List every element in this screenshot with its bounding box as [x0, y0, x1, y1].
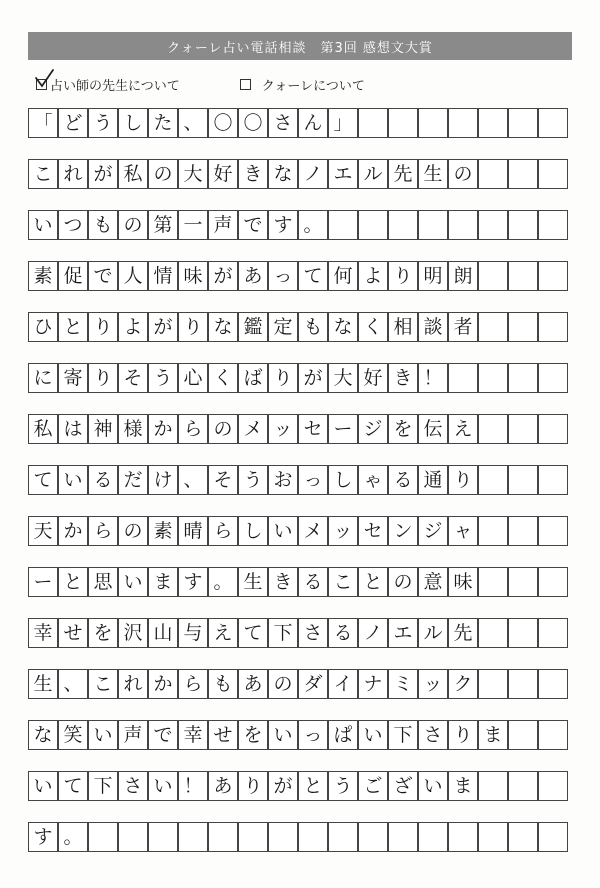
grid-cell: を: [238, 720, 268, 750]
grid-cell: の: [118, 210, 148, 240]
grid-cell: [88, 822, 118, 852]
grid-cell: [478, 822, 508, 852]
checkbox-cuore[interactable]: [240, 79, 251, 90]
manuscript-line: [28, 771, 568, 815]
grid-cell: [358, 822, 388, 852]
grid-cell: 」: [328, 108, 358, 138]
grid-cell: ま: [448, 771, 478, 801]
grid-cell: り: [88, 312, 118, 342]
grid-cell: よ: [118, 312, 148, 342]
grid-cell: い: [418, 771, 448, 801]
manuscript-line: [28, 261, 568, 305]
grid-cell: [448, 363, 478, 393]
grid-cell: つ: [58, 210, 88, 240]
grid-cell: て: [298, 261, 328, 291]
grid-cell: [388, 822, 418, 852]
grid-cell: [508, 618, 538, 648]
grid-cell: ジ: [418, 516, 448, 546]
grid-cell: [478, 618, 508, 648]
grid-cell: 天: [28, 516, 58, 546]
grid-cell: ぱ: [328, 720, 358, 750]
grid-cell: [478, 669, 508, 699]
grid-cell: り: [178, 312, 208, 342]
grid-cell: 味: [178, 261, 208, 291]
grid-cell: き: [238, 159, 268, 189]
grid-cell: 先: [388, 159, 418, 189]
grid-cell: 思: [88, 567, 118, 597]
grid-cell: 沢: [118, 618, 148, 648]
grid-cell: あ: [238, 669, 268, 699]
manuscript-line: [28, 516, 568, 560]
grid-cell: 〇: [208, 108, 238, 138]
grid-cell: 何: [328, 261, 358, 291]
grid-cell: あ: [208, 771, 238, 801]
grid-cell: 声: [208, 210, 238, 240]
option-cuore[interactable]: [240, 75, 365, 94]
checkmark-icon: [33, 68, 55, 90]
grid-cell: [448, 210, 478, 240]
grid-cell: エ: [328, 159, 358, 189]
grid-cell: う: [148, 363, 178, 393]
grid-cell: [508, 669, 538, 699]
grid-cell: て: [58, 771, 88, 801]
grid-cell: ！: [178, 771, 208, 801]
grid-cell: て: [238, 618, 268, 648]
grid-cell: 、: [178, 465, 208, 495]
grid-cell: [418, 108, 448, 138]
grid-cell: [538, 465, 568, 495]
grid-cell: 鑑: [238, 312, 268, 342]
grid-cell: 通: [418, 465, 448, 495]
grid-cell: そ: [118, 363, 148, 393]
grid-cell: ば: [238, 363, 268, 393]
grid-cell: い: [268, 720, 298, 750]
grid-cell: と: [298, 771, 328, 801]
grid-cell: [268, 822, 298, 852]
grid-cell: 情: [148, 261, 178, 291]
grid-cell: そ: [208, 465, 238, 495]
grid-cell: が: [88, 159, 118, 189]
grid-cell: く: [358, 312, 388, 342]
grid-cell: い: [148, 771, 178, 801]
grid-cell: 定: [268, 312, 298, 342]
grid-cell: 笑: [58, 720, 88, 750]
grid-cell: [508, 312, 538, 342]
grid-cell: [148, 822, 178, 852]
grid-cell: う: [328, 771, 358, 801]
grid-cell: [538, 516, 568, 546]
grid-cell: [418, 822, 448, 852]
grid-cell: の: [448, 159, 478, 189]
grid-cell: の: [118, 516, 148, 546]
grid-cell: お: [268, 465, 298, 495]
grid-cell: 生: [418, 159, 448, 189]
grid-cell: い: [268, 516, 298, 546]
grid-cell: [538, 108, 568, 138]
grid-cell: [478, 108, 508, 138]
grid-cell: の: [148, 159, 178, 189]
grid-cell: 寄: [58, 363, 88, 393]
grid-cell: が: [268, 771, 298, 801]
grid-cell: 下: [388, 720, 418, 750]
grid-cell: い: [58, 465, 88, 495]
grid-cell: [478, 465, 508, 495]
grid-cell: ご: [358, 771, 388, 801]
grid-cell: 者: [448, 312, 478, 342]
grid-cell: 大: [328, 363, 358, 393]
grid-cell: と: [58, 312, 88, 342]
grid-cell: [298, 822, 328, 852]
grid-cell: い: [118, 567, 148, 597]
grid-cell: 朗: [448, 261, 478, 291]
grid-cell: り: [448, 465, 478, 495]
grid-cell: [508, 261, 538, 291]
grid-cell: あ: [238, 261, 268, 291]
grid-cell: エ: [388, 618, 418, 648]
grid-cell: り: [388, 261, 418, 291]
grid-cell: も: [298, 312, 328, 342]
grid-cell: ミ: [388, 669, 418, 699]
grid-cell: せ: [208, 720, 238, 750]
manuscript-line: [28, 414, 568, 458]
manuscript-line: [28, 567, 568, 611]
option-cuore-label: クォーレについて: [261, 78, 365, 94]
grid-cell: [478, 363, 508, 393]
category-options: [36, 72, 576, 96]
grid-cell: い: [358, 720, 388, 750]
grid-cell: [508, 516, 538, 546]
grid-cell: る: [328, 618, 358, 648]
grid-cell: ル: [358, 159, 388, 189]
grid-cell: て: [28, 465, 58, 495]
grid-cell: [508, 414, 538, 444]
grid-cell: 「: [28, 108, 58, 138]
grid-cell: の: [208, 414, 238, 444]
grid-cell: だ: [118, 465, 148, 495]
grid-cell: 相: [388, 312, 418, 342]
manuscript-line: [28, 720, 568, 764]
grid-cell: [328, 210, 358, 240]
grid-cell: [538, 567, 568, 597]
grid-cell: な: [208, 312, 238, 342]
grid-cell: [448, 108, 478, 138]
grid-cell: [538, 720, 568, 750]
grid-cell: な: [328, 312, 358, 342]
grid-cell: [478, 261, 508, 291]
grid-cell: く: [208, 363, 238, 393]
grid-cell: [508, 210, 538, 240]
grid-cell: っ: [298, 465, 328, 495]
manuscript-line: [28, 822, 568, 866]
grid-cell: [508, 720, 538, 750]
grid-cell: を: [88, 618, 118, 648]
header-bar: [28, 32, 572, 60]
grid-cell: り: [268, 363, 298, 393]
grid-cell: [508, 108, 538, 138]
grid-cell: [478, 159, 508, 189]
grid-cell: よ: [358, 261, 388, 291]
grid-cell: で: [88, 261, 118, 291]
grid-cell: 先: [448, 618, 478, 648]
grid-cell: 好: [208, 159, 238, 189]
manuscript-line: [28, 465, 568, 509]
grid-cell: る: [88, 465, 118, 495]
grid-cell: [418, 210, 448, 240]
grid-cell: [358, 108, 388, 138]
manuscript-line: [28, 312, 568, 356]
grid-cell: こ: [328, 567, 358, 597]
grid-cell: [508, 567, 538, 597]
grid-cell: さ: [298, 618, 328, 648]
grid-cell: [208, 822, 238, 852]
grid-cell: た: [148, 108, 178, 138]
grid-cell: [358, 210, 388, 240]
grid-cell: [538, 363, 568, 393]
grid-cell: を: [388, 414, 418, 444]
grid-cell: か: [148, 669, 178, 699]
grid-cell: ャ: [448, 516, 478, 546]
grid-cell: 生: [28, 669, 58, 699]
grid-cell: [388, 108, 418, 138]
grid-cell: で: [148, 720, 178, 750]
grid-cell: ッ: [418, 669, 448, 699]
grid-cell: [478, 516, 508, 546]
grid-cell: [538, 210, 568, 240]
grid-cell: ま: [478, 720, 508, 750]
manuscript-line: [28, 618, 568, 662]
grid-cell: 声: [118, 720, 148, 750]
grid-cell: [478, 414, 508, 444]
grid-cell: し: [328, 465, 358, 495]
grid-cell: さ: [118, 771, 148, 801]
grid-cell: 伝: [418, 414, 448, 444]
grid-cell: ま: [148, 567, 178, 597]
grid-cell: 私: [28, 414, 58, 444]
grid-cell: ッ: [328, 516, 358, 546]
grid-cell: 。: [58, 822, 88, 852]
grid-cell: う: [238, 465, 268, 495]
grid-cell: [478, 567, 508, 597]
grid-cell: が: [148, 312, 178, 342]
grid-cell: ら: [178, 414, 208, 444]
grid-cell: 晴: [178, 516, 208, 546]
grid-cell: え: [208, 618, 238, 648]
manuscript-line: [28, 669, 568, 713]
option-teacher[interactable]: [36, 75, 180, 94]
grid-cell: い: [88, 720, 118, 750]
grid-cell: 一: [178, 210, 208, 240]
grid-cell: 人: [118, 261, 148, 291]
grid-cell: ひ: [28, 312, 58, 342]
grid-cell: 好: [358, 363, 388, 393]
grid-cell: っ: [268, 261, 298, 291]
grid-cell: の: [268, 669, 298, 699]
grid-cell: ジ: [358, 414, 388, 444]
grid-cell: 心: [178, 363, 208, 393]
grid-cell: 下: [88, 771, 118, 801]
grid-cell: イ: [328, 669, 358, 699]
grid-cell: 〇: [238, 108, 268, 138]
grid-cell: ど: [58, 108, 88, 138]
grid-cell: ッ: [268, 414, 298, 444]
grid-cell: 、: [58, 669, 88, 699]
grid-cell: す: [268, 210, 298, 240]
grid-cell: が: [298, 363, 328, 393]
grid-cell: 私: [118, 159, 148, 189]
grid-cell: に: [28, 363, 58, 393]
grid-cell: し: [118, 108, 148, 138]
grid-cell: 意: [418, 567, 448, 597]
grid-cell: な: [28, 720, 58, 750]
grid-cell: ら: [178, 669, 208, 699]
grid-cell: る: [298, 567, 328, 597]
grid-cell: [448, 822, 478, 852]
grid-cell: ざ: [388, 771, 418, 801]
grid-cell: 明: [418, 261, 448, 291]
grid-cell: [238, 822, 268, 852]
grid-cell: い: [28, 210, 58, 240]
grid-cell: [508, 465, 538, 495]
grid-cell: [178, 822, 208, 852]
grid-cell: [538, 414, 568, 444]
grid-cell: ノ: [298, 159, 328, 189]
grid-cell: ら: [208, 516, 238, 546]
checkbox-teacher[interactable]: [36, 79, 47, 90]
grid-cell: 下: [268, 618, 298, 648]
manuscript-line: [28, 363, 568, 407]
grid-cell: り: [238, 771, 268, 801]
grid-cell: ん: [298, 108, 328, 138]
grid-cell: 促: [58, 261, 88, 291]
grid-cell: [538, 261, 568, 291]
grid-cell: ン: [388, 516, 418, 546]
grid-cell: れ: [118, 669, 148, 699]
grid-cell: [538, 822, 568, 852]
grid-cell: セ: [298, 414, 328, 444]
manuscript-line: [28, 159, 568, 203]
grid-cell: る: [388, 465, 418, 495]
grid-cell: ル: [418, 618, 448, 648]
grid-cell: [118, 822, 148, 852]
grid-cell: か: [148, 414, 178, 444]
grid-cell: [538, 312, 568, 342]
grid-cell: ー: [328, 414, 358, 444]
grid-cell: [538, 159, 568, 189]
grid-cell: 幸: [178, 720, 208, 750]
manuscript-line: [28, 108, 568, 152]
grid-cell: [508, 822, 538, 852]
grid-cell: 神: [88, 414, 118, 444]
grid-cell: も: [208, 669, 238, 699]
grid-cell: ノ: [358, 618, 388, 648]
grid-cell: こ: [88, 669, 118, 699]
grid-cell: き: [388, 363, 418, 393]
grid-cell: 大: [178, 159, 208, 189]
grid-cell: ！: [418, 363, 448, 393]
grid-cell: い: [28, 771, 58, 801]
grid-cell: 味: [448, 567, 478, 597]
grid-cell: か: [58, 516, 88, 546]
grid-cell: と: [358, 567, 388, 597]
grid-cell: 素: [148, 516, 178, 546]
option-teacher-label: 占い師の先生について: [50, 78, 180, 94]
grid-cell: [538, 771, 568, 801]
grid-cell: 、: [178, 108, 208, 138]
grid-cell: [508, 771, 538, 801]
grid-cell: セ: [358, 516, 388, 546]
grid-cell: 。: [298, 210, 328, 240]
grid-cell: え: [448, 414, 478, 444]
grid-cell: 山: [148, 618, 178, 648]
grid-cell: う: [88, 108, 118, 138]
grid-cell: け: [148, 465, 178, 495]
grid-cell: [538, 618, 568, 648]
grid-cell: [328, 822, 358, 852]
grid-cell: は: [58, 414, 88, 444]
grid-cell: 幸: [28, 618, 58, 648]
grid-cell: の: [388, 567, 418, 597]
grid-cell: き: [268, 567, 298, 597]
grid-cell: メ: [298, 516, 328, 546]
grid-cell: し: [238, 516, 268, 546]
grid-cell: ー: [28, 567, 58, 597]
grid-cell: が: [208, 261, 238, 291]
grid-cell: す: [28, 822, 58, 852]
grid-cell: っ: [298, 720, 328, 750]
grid-cell: な: [268, 159, 298, 189]
grid-cell: す: [178, 567, 208, 597]
grid-cell: せ: [58, 618, 88, 648]
grid-cell: ら: [88, 516, 118, 546]
grid-cell: [478, 312, 508, 342]
grid-cell: れ: [58, 159, 88, 189]
grid-cell: [388, 210, 418, 240]
grid-cell: と: [58, 567, 88, 597]
grid-cell: り: [448, 720, 478, 750]
grid-cell: [508, 159, 538, 189]
grid-cell: 生: [238, 567, 268, 597]
grid-cell: ク: [448, 669, 478, 699]
header-title: クォーレ占い電話相談 第3回 感想文大賞: [167, 40, 433, 56]
grid-cell: こ: [28, 159, 58, 189]
grid-cell: メ: [238, 414, 268, 444]
grid-cell: さ: [418, 720, 448, 750]
grid-cell: も: [88, 210, 118, 240]
grid-cell: 与: [178, 618, 208, 648]
grid-cell: [478, 771, 508, 801]
grid-cell: ダ: [298, 669, 328, 699]
grid-cell: り: [88, 363, 118, 393]
grid-cell: [478, 210, 508, 240]
grid-cell: さ: [268, 108, 298, 138]
grid-cell: [538, 669, 568, 699]
grid-cell: 素: [28, 261, 58, 291]
grid-cell: ゃ: [358, 465, 388, 495]
grid-cell: 。: [208, 567, 238, 597]
grid-cell: ナ: [358, 669, 388, 699]
grid-cell: 様: [118, 414, 148, 444]
grid-cell: 第: [148, 210, 178, 240]
manuscript-line: [28, 210, 568, 254]
grid-cell: [508, 363, 538, 393]
grid-cell: 談: [418, 312, 448, 342]
grid-cell: で: [238, 210, 268, 240]
